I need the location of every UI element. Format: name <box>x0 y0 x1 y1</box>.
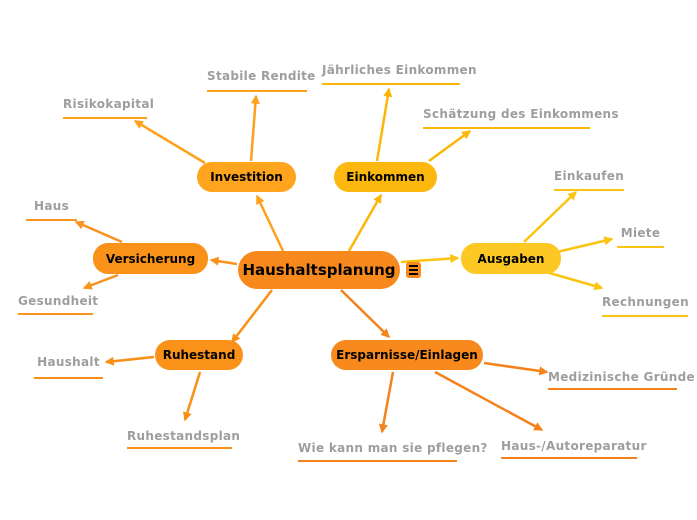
edge-ausgaben-miete <box>557 239 612 252</box>
notes-icon[interactable] <box>406 262 421 278</box>
edge-ausgaben-rechnungen <box>546 272 602 288</box>
node-ersparnisse-einlagen[interactable]: Ersparnisse/Einlagen <box>331 340 483 370</box>
edge-ersparnisse-haus-autoreparatur <box>435 372 542 430</box>
node-ruhestand[interactable]: Ruhestand <box>155 340 243 370</box>
node-versicherung[interactable]: Versicherung <box>93 243 208 274</box>
leaf-stabile-rendite[interactable]: Stabile Rendite <box>207 69 307 92</box>
edge-ausgaben-einkaufen <box>524 192 576 242</box>
edge-center-ruhestand <box>232 290 272 342</box>
edge-ruhestand-haushalt <box>106 357 154 362</box>
edge-investition-risikokapital <box>135 121 205 163</box>
leaf-haus[interactable]: Haus <box>26 199 77 221</box>
leaf-haus-autoreparatur[interactable]: Haus-/Autoreparatur <box>501 439 637 459</box>
leaf-rechnungen[interactable]: Rechnungen <box>602 295 688 317</box>
leaf-haushalt[interactable]: Haushalt <box>34 355 103 379</box>
edge-center-einkommen <box>349 195 381 251</box>
notes-icon-line <box>409 269 418 271</box>
edge-ruhestand-ruhestandsplan <box>185 372 200 420</box>
leaf-schaetzung-des-einkommens[interactable]: Schätzung des Einkommens <box>423 107 590 129</box>
leaf-risikokapital[interactable]: Risikokapital <box>63 97 147 119</box>
edge-center-versicherung <box>211 260 237 264</box>
leaf-miete[interactable]: Miete <box>617 226 664 248</box>
edge-einkommen-jaehrliches-einkommen <box>377 89 389 161</box>
leaf-medizinische-gruende[interactable]: Medizinische Gründe <box>548 370 677 390</box>
leaf-jaehrliches-einkommen[interactable]: Jährliches Einkommen <box>322 63 460 85</box>
node-haushaltsplanung[interactable]: Haushaltsplanung <box>238 251 400 289</box>
node-investition[interactable]: Investition <box>197 162 296 192</box>
edge-einkommen-schaetzung <box>429 131 470 161</box>
leaf-einkaufen[interactable]: Einkaufen <box>554 169 624 191</box>
notes-icon-line <box>409 273 418 275</box>
edge-versicherung-gesundheit <box>84 275 118 288</box>
node-einkommen[interactable]: Einkommen <box>334 162 437 192</box>
leaf-ruhestandsplan[interactable]: Ruhestandsplan <box>127 429 232 449</box>
edge-investition-stabile-rendite <box>251 96 256 161</box>
edge-center-ersparnisse <box>341 290 389 337</box>
edge-center-investition <box>257 196 283 251</box>
edge-ersparnisse-medizinische-gruende <box>484 363 547 372</box>
leaf-wie-kann-man-sie-pflegen[interactable]: Wie kann man sie pflegen? <box>298 441 457 462</box>
node-ausgaben[interactable]: Ausgaben <box>461 243 561 274</box>
edge-versicherung-haus <box>76 222 122 242</box>
leaf-gesundheit[interactable]: Gesundheit <box>18 294 93 315</box>
notes-icon-line <box>409 265 418 267</box>
edge-ersparnisse-wie-pflegen <box>382 372 393 432</box>
